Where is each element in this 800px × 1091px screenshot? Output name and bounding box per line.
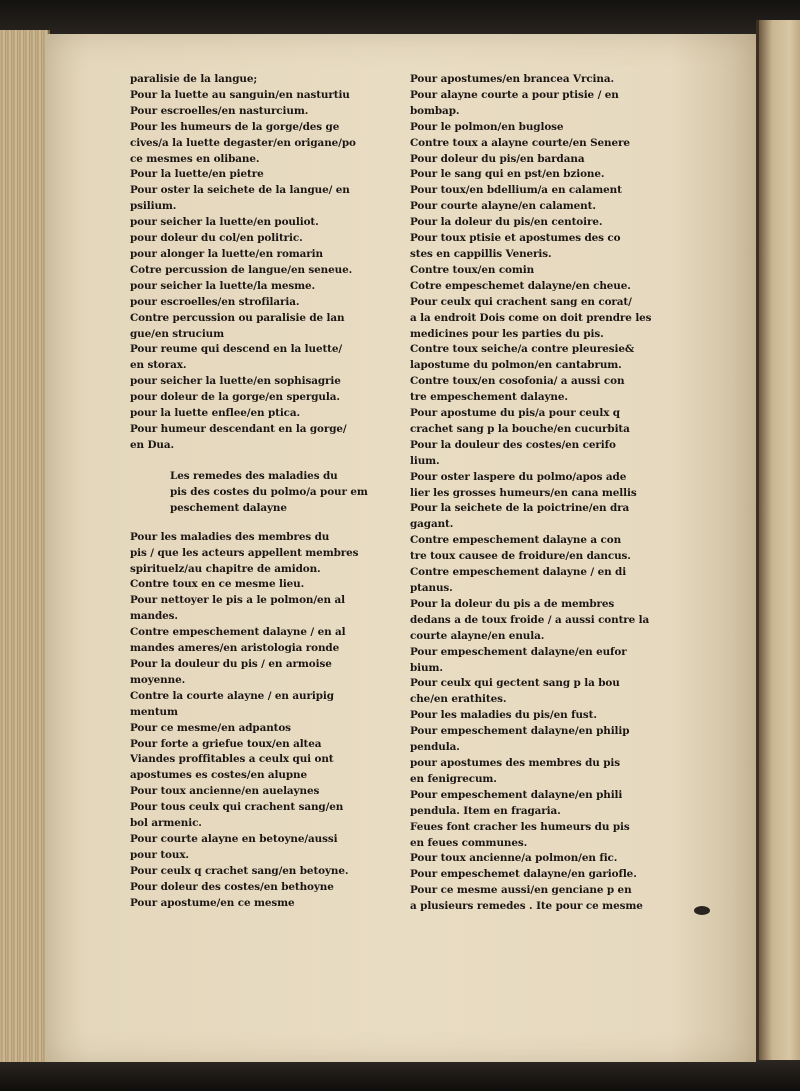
text-line: Contre toux seiche/a contre pleuresie& — [410, 343, 635, 356]
text-line: tre empeschement dalayne. — [410, 391, 568, 404]
text-line: Pour toux/en bdellium/a en calament — [410, 184, 622, 197]
text-line: lium. — [410, 454, 440, 467]
text-line: Pour apostumes/en brancea Vrcina. — [410, 73, 615, 85]
text-line: cives/a la luette degaster/en origane/po — [130, 136, 356, 149]
text-line: medicines pour les parties du pis. — [410, 327, 604, 340]
text-line: psilium. — [130, 200, 177, 213]
text-line: Pour empeschemet dalayne/en gariofle. — [410, 868, 637, 881]
text-line: ptanus. — [410, 582, 453, 594]
text-line: Contre toux a alayne courte/en Senere — [410, 136, 630, 149]
section-heading — [130, 468, 402, 516]
text-line: Pour reume qui descend en la luette/ — [130, 343, 343, 356]
text-line: Contre toux/en cosofonia/ a aussi con — [410, 375, 625, 388]
text-line: pour seicher la luette/en sophisagrie — [130, 375, 341, 388]
text-line: Pour doleur des costes/en bethoyne — [130, 880, 334, 893]
text-line: en storax. — [130, 359, 187, 372]
text-line: Pour escroelles/en nasturcium. — [130, 104, 309, 117]
text-line: Pour ce mesme aussi/en genciane p en — [410, 884, 632, 897]
text-line: Les remedes des maladies du — [170, 469, 338, 482]
text-line: Viandes proffitables a ceulx qui ont — [130, 753, 334, 766]
text-line: a plusieurs remedes . Ite pour ce mesme — [410, 900, 643, 913]
text-line: Pour ceulx qui crachent sang en corat/ — [410, 295, 632, 308]
text-line: en feues communes. — [410, 836, 528, 849]
text-line: Pour oster laspere du polmo/apos ade — [410, 470, 627, 483]
text-line: Cotre empeschemet dalayne/en cheue. — [410, 279, 631, 292]
text-line: bium. — [410, 661, 443, 674]
text-line: Pour tous ceulx qui crachent sang/en — [130, 801, 344, 814]
text-line: Pour ce mesme/en adpantos — [130, 721, 291, 734]
text-line: crachet sang p la bouche/en cucurbita — [410, 422, 630, 435]
text-line: Feues font cracher les humeurs du pis — [410, 820, 630, 833]
right-text-column — [410, 72, 682, 915]
text-line: che/en erathites. — [410, 693, 507, 706]
text-line: bombap. — [410, 104, 460, 117]
text-line: Pour apostume du pis/a pour ceulx q — [410, 407, 620, 420]
ink-spot — [694, 906, 710, 915]
text-line: peschement dalayne — [170, 501, 287, 514]
text-line: Pour forte a griefue toux/en altea — [130, 737, 322, 750]
text-line: pour doleur du col/en politric. — [130, 232, 303, 245]
text-line: tre toux causee de froidure/en dancus. — [410, 550, 631, 563]
text-line: Pour empeschement dalayne/en eufor — [410, 645, 627, 658]
text-line: pis des costes du polmo/a pour em — [170, 485, 368, 498]
text-line: pendula. — [410, 741, 460, 754]
text-line: apostumes es costes/en alupne — [130, 769, 307, 782]
text-line: pour apostumes des membres du pis — [410, 756, 621, 769]
text-line: Cotre percussion de langue/en seneue. — [130, 263, 353, 276]
text-line: Pour apostume/en ce mesme — [130, 896, 295, 909]
text-line: en Dua. — [130, 438, 174, 451]
text-line: Pour la douleur du pis / en armoise — [130, 658, 332, 670]
text-line: Pour nettoyer le pis a le polmon/en al — [130, 594, 346, 607]
bottom-dark-border — [0, 1062, 800, 1091]
text-line: pendula. Item en fragaria. — [410, 804, 561, 817]
text-line: dedans a de toux froide / a aussi contre la — [410, 613, 650, 626]
text-line: Contre empeschement dalayne / en al — [130, 626, 346, 639]
text-line: Contre percussion ou paralisie de lan — [130, 311, 345, 324]
left-text-column — [130, 72, 402, 912]
left-column-lines-b — [130, 530, 402, 912]
text-line: Pour toux ptisie et apostumes des co — [410, 232, 621, 245]
text-line: Pour la luette au sanguin/en nasturtiu — [130, 88, 350, 101]
text-line: spirituelz/au chapitre de amidon. — [130, 562, 321, 575]
text-line: Pour courte alayne en betoyne/aussi — [130, 832, 338, 845]
text-line: Contre empeschement dalayne / en di — [410, 566, 627, 579]
text-line: Pour empeschement dalayne/en phili — [410, 788, 623, 801]
text-line: bol armenic. — [130, 817, 202, 830]
text-line: Pour toux ancienne/a polmon/en fic. — [410, 852, 618, 865]
text-line: Pour empeschement dalayne/en philip — [410, 725, 630, 738]
right-column-lines — [410, 72, 682, 915]
text-line: pour seicher la luette/la mesme. — [130, 279, 316, 292]
text-line: lier les grosses humeurs/en cana mellis — [410, 486, 637, 499]
text-line: Pour le sang qui en pst/en bzione. — [410, 168, 605, 181]
text-line: a la endroit Dois come on doit prendre les — [410, 311, 652, 324]
text-line: Pour ceulx qui gectent sang p la bou — [410, 677, 620, 690]
facing-page-edge — [756, 20, 800, 1060]
text-line: Contre la courte alayne / en auripig — [130, 689, 334, 702]
text-line: Contre empeschement dalayne a con — [410, 534, 622, 547]
text-line: pour doleur de la gorge/en spergula. — [130, 391, 340, 404]
text-line: gue/en strucium — [130, 327, 225, 340]
text-line: Pour les humeurs de la gorge/des ge — [130, 120, 340, 133]
text-line: pour seicher la luette/en pouliot. — [130, 216, 319, 229]
text-line: stes en cappillis Veneris. — [410, 247, 552, 260]
text-line: pis / que les acteurs appellent membres — [130, 546, 359, 559]
text-line: Pour doleur du pis/en bardana — [410, 152, 585, 165]
text-line: mentum — [130, 705, 178, 718]
text-line: pour la luette enflee/en ptica. — [130, 407, 301, 420]
text-line: Pour ceulx q crachet sang/en betoyne. — [130, 864, 349, 877]
text-line: moyenne. — [130, 673, 186, 686]
text-line: Pour la seichete de la poictrine/en dra — [410, 502, 630, 515]
text-line: Pour les maladies des membres du — [130, 530, 330, 543]
text-line: Pour courte alayne/en calament. — [410, 200, 596, 213]
text-line: Pour toux ancienne/en auelaynes — [130, 785, 320, 798]
text-line: mandes ameres/en aristologia ronde — [130, 642, 340, 655]
text-line: en fenigrecum. — [410, 772, 497, 785]
text-line: Pour la doleur du pis/en centoire. — [410, 216, 603, 229]
text-line: courte alayne/en enula. — [410, 629, 545, 642]
text-line: Pour le polmon/en buglose — [410, 120, 564, 133]
text-line: Pour la luette/en pietre — [130, 168, 264, 181]
text-line: mandes. — [130, 610, 178, 623]
text-line: ce mesmes en olibane. — [130, 152, 260, 165]
text-line: Pour la doleur du pis a de membres — [410, 597, 615, 610]
text-line: Pour oster la seichete de la langue/ en — [130, 184, 350, 197]
text-line: Pour humeur descendant en la gorge/ — [130, 422, 347, 435]
left-column-lines-a — [130, 72, 402, 454]
text-line: Pour les maladies du pis/en fust. — [410, 709, 597, 722]
text-line: Pour la douleur des costes/en cerifo — [410, 438, 616, 451]
text-line: Contre toux en ce mesme lieu. — [130, 578, 305, 591]
text-line: pour toux. — [130, 848, 189, 861]
text-line: paralisie de la langue; — [130, 73, 258, 85]
text-line: pour alonger la luette/en romarin — [130, 247, 323, 260]
text-line: lapostume du polmon/en cantabrum. — [410, 359, 622, 372]
text-line: gagant. — [410, 518, 454, 531]
text-line: Contre toux/en comin — [410, 263, 535, 276]
text-line: Pour alayne courte a pour ptisie / en — [410, 88, 619, 101]
text-line: pour escroelles/en strofilaria. — [130, 295, 300, 308]
book-page-edges — [0, 30, 50, 1070]
